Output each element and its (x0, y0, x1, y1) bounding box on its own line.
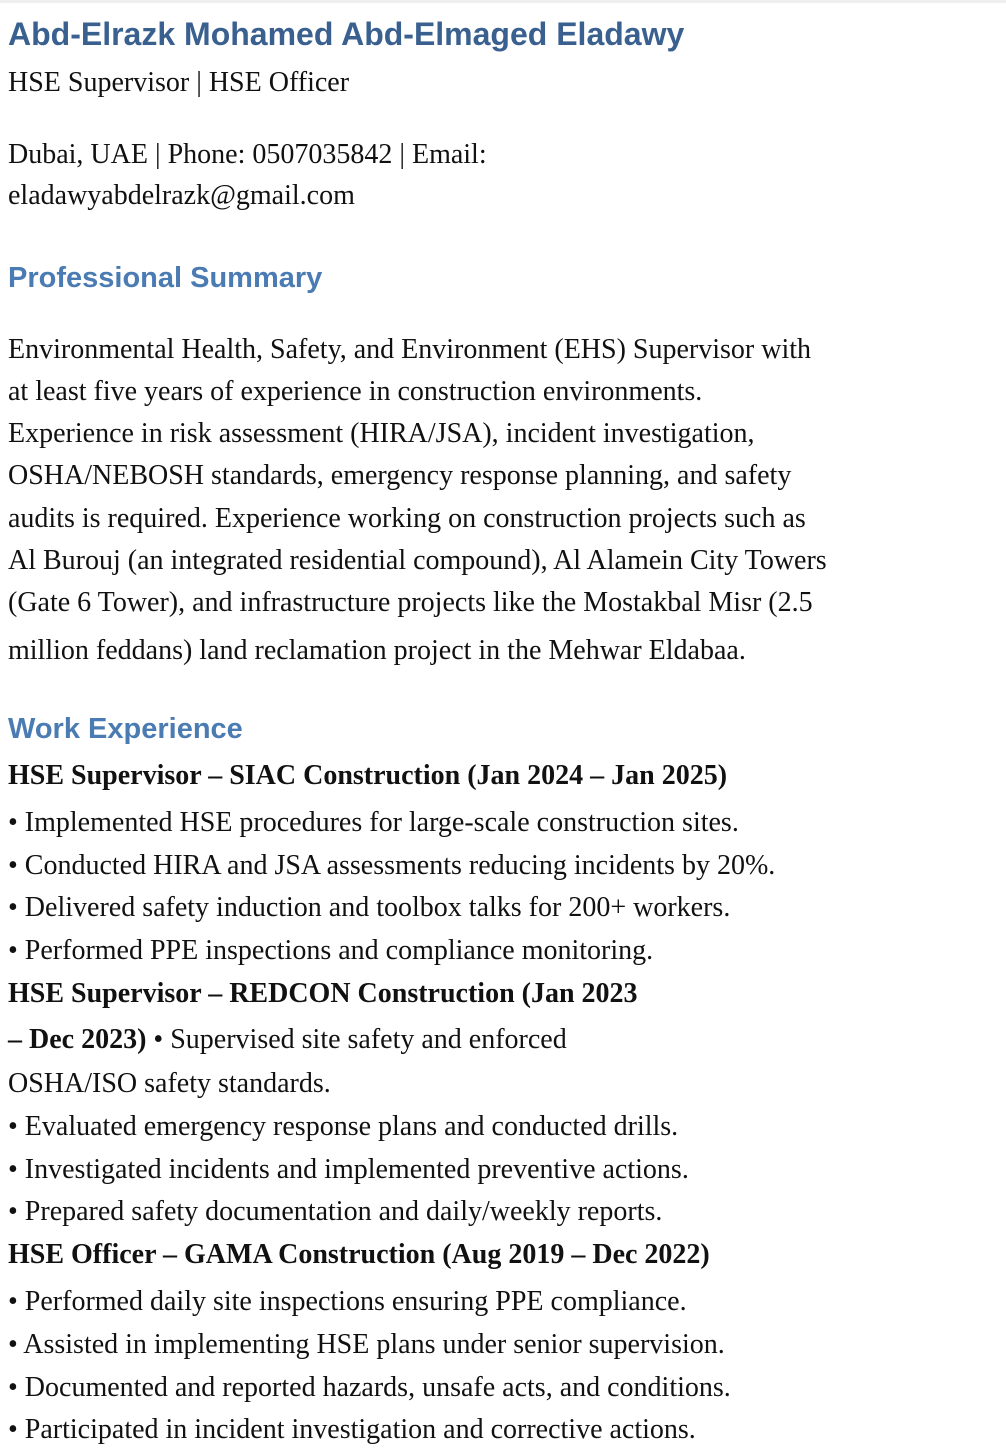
summary-line: audits is required. Experience working on construction projects such as (8, 503, 806, 534)
bullet-item: • Performed PPE inspections and compliance monitoring. (8, 935, 654, 966)
bullet-item: • Evaluated emergency response plans and conducted drills. (8, 1111, 679, 1142)
bullet-item: • Assisted in implementing HSE plans under senior supervision. (8, 1329, 725, 1360)
summary-line: (Gate 6 Tower), and infrastructure projects like the Mostakbal Misr (2.5 (8, 587, 813, 618)
summary-line: at least five years of experience in construction environments. (8, 376, 703, 407)
bullet-item: • Documented and reported hazards, unsafe acts, and conditions. (8, 1372, 731, 1403)
bullet-item: • Implemented HSE procedures for large-scale construction sites. (8, 807, 739, 838)
summary-line: Al Burouj (an integrated residential compound), Al Alamein City Towers (8, 545, 827, 576)
summary-line: Experience in risk assessment (HIRA/JSA), incident investigation, (8, 418, 755, 449)
bullet-item: • Delivered safety induction and toolbox talks for 200+ workers. (8, 892, 731, 923)
bullet-item-continued: OSHA/ISO safety standards. (8, 1068, 331, 1099)
job-title-redcon-continued (8, 1022, 567, 1058)
page-top-border (0, 0, 1006, 3)
bullet-item: • Supervised site safety and enforced (146, 1024, 567, 1055)
contact-info: Dubai, UAE | Phone: 0507035842 | Email: (8, 139, 487, 170)
summary-line: OSHA/NEBOSH standards, emergency response planning, and safety (8, 460, 792, 491)
candidate-name: Abd-Elrazk Mohamed Abd-Elmaged Eladawy (8, 16, 685, 52)
job-title: HSE Supervisor | HSE Officer (8, 67, 350, 98)
bullet-item: • Investigated incidents and implemented preventive actions. (8, 1154, 689, 1185)
bullet-item: • Prepared safety documentation and daily/weekly reports. (8, 1196, 663, 1227)
section-heading-summary: Professional Summary (8, 262, 323, 294)
bullet-item: • Performed daily site inspections ensuring PPE compliance. (8, 1286, 687, 1317)
bullet-item: • Conducted HIRA and JSA assessments reducing incidents by 20%. (8, 850, 776, 881)
job-title-siac: HSE Supervisor – SIAC Construction (Jan 2024 – Jan 2025) (8, 760, 728, 791)
summary-line: million feddans) land reclamation project in the Mehwar Eldabaa. (8, 635, 746, 666)
bullet-item: • Participated in incident investigation and corrective actions. (8, 1414, 696, 1445)
job-title-gama: HSE Officer – GAMA Construction (Aug 2019 – Dec 2022) (8, 1239, 710, 1270)
section-heading-experience: Work Experience (8, 713, 243, 745)
summary-line: Environmental Health, Safety, and Environment (EHS) Supervisor with (8, 334, 812, 365)
job-dates-redcon: – Dec 2023) (8, 1024, 147, 1055)
contact-email[interactable]: eladawyabdelrazk@gmail.com (8, 180, 355, 211)
job-title-redcon: HSE Supervisor – REDCON Construction (Jan 2023 (8, 978, 638, 1009)
